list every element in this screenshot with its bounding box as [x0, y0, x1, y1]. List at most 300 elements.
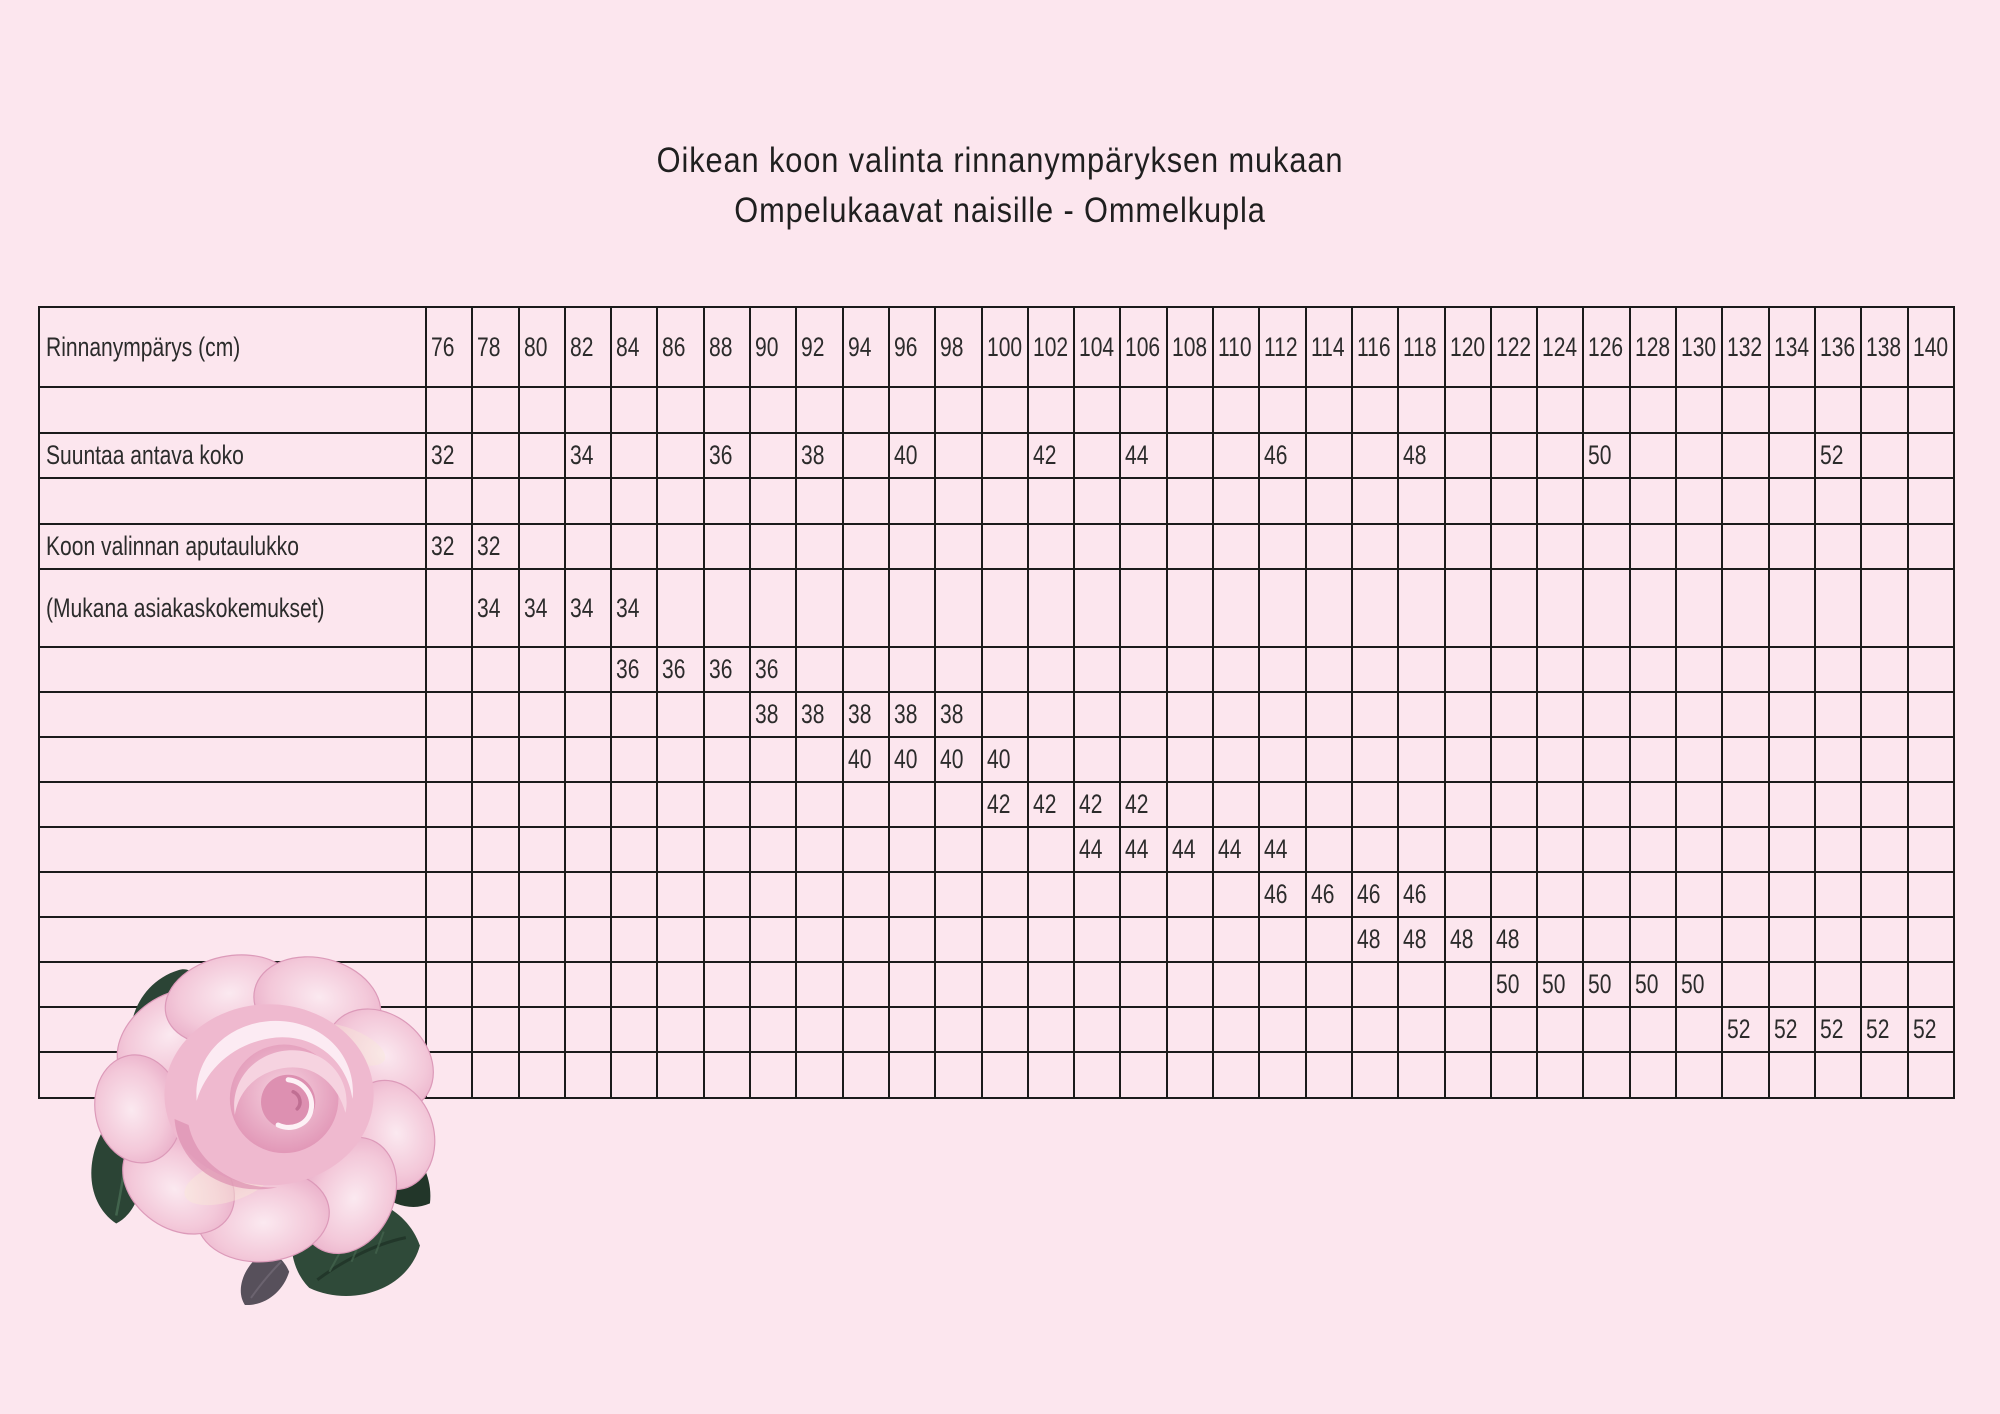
cell	[843, 433, 889, 478]
cell	[796, 782, 842, 827]
cell	[935, 524, 981, 569]
cell	[1491, 387, 1537, 433]
cell	[889, 478, 935, 524]
cell	[796, 307, 842, 387]
cell	[796, 647, 842, 692]
cell	[1259, 692, 1305, 737]
cell	[426, 827, 472, 872]
cell	[1537, 524, 1583, 569]
cell	[1259, 782, 1305, 827]
cell	[1769, 917, 1815, 962]
bust-value: 92	[801, 331, 825, 362]
bust-value: 116	[1356, 331, 1391, 362]
cell	[472, 782, 518, 827]
aid-note-row	[39, 569, 1954, 647]
cell	[1398, 387, 1444, 433]
cell	[1491, 737, 1537, 782]
cell	[796, 478, 842, 524]
cell	[889, 647, 935, 692]
spacer-row-1	[39, 387, 1954, 433]
cell	[1259, 569, 1305, 647]
cell	[1769, 524, 1815, 569]
cell	[1352, 433, 1398, 478]
cell	[1352, 524, 1398, 569]
cell	[519, 782, 565, 827]
cell	[1722, 387, 1768, 433]
cell	[1445, 872, 1491, 917]
cell	[750, 827, 796, 872]
cell	[1630, 387, 1676, 433]
bust-value: 86	[662, 331, 686, 362]
cell	[1120, 478, 1166, 524]
cell	[750, 478, 796, 524]
cell	[472, 524, 518, 569]
cell	[1815, 962, 1861, 1007]
cell	[1861, 872, 1907, 917]
cell	[611, 692, 657, 737]
cell	[1908, 1007, 1954, 1052]
spacer-row-2-label	[39, 478, 426, 524]
cell	[565, 1007, 611, 1052]
cell-value: 38	[801, 440, 825, 470]
cell	[1583, 1052, 1629, 1098]
cell	[704, 307, 750, 387]
cell	[750, 569, 796, 647]
page-subtitle: Ompelukaavat naisille - Ommelkupla	[734, 191, 1266, 230]
cell	[1167, 737, 1213, 782]
cell	[1769, 872, 1815, 917]
cell	[1537, 387, 1583, 433]
cell	[1815, 478, 1861, 524]
cell	[1167, 1052, 1213, 1098]
cell	[1491, 307, 1537, 387]
cell	[1630, 782, 1676, 827]
cell-value: 44	[1079, 834, 1103, 864]
cell	[935, 872, 981, 917]
cell	[1815, 692, 1861, 737]
cell	[1491, 692, 1537, 737]
cell	[982, 1052, 1028, 1098]
cell	[657, 307, 703, 387]
spacer-row-1-label	[39, 387, 426, 433]
cell	[982, 433, 1028, 478]
row-label: (Mukana asiakaskokemukset)	[46, 592, 325, 623]
cell	[472, 872, 518, 917]
cell	[1861, 478, 1907, 524]
cell	[1815, 524, 1861, 569]
bust-value: 130	[1681, 331, 1717, 362]
cell	[1074, 478, 1120, 524]
cell	[1769, 387, 1815, 433]
cell	[426, 433, 472, 478]
cell	[519, 827, 565, 872]
cell	[1583, 307, 1629, 387]
cell	[565, 647, 611, 692]
cell	[750, 387, 796, 433]
cell	[1676, 737, 1722, 782]
cell	[1306, 917, 1352, 962]
cell	[1259, 387, 1305, 433]
cell	[1167, 962, 1213, 1007]
size-46-row-label	[39, 872, 426, 917]
cell	[611, 872, 657, 917]
cell	[889, 962, 935, 1007]
cell	[704, 917, 750, 962]
cell	[1074, 569, 1120, 647]
cell-value: 42	[1032, 440, 1057, 470]
cell-value: 46	[1310, 879, 1335, 909]
cell	[519, 1007, 565, 1052]
cell	[1398, 692, 1444, 737]
cell	[1028, 433, 1074, 478]
cell	[1908, 782, 1954, 827]
bust-value: 134	[1773, 331, 1809, 362]
cell	[843, 872, 889, 917]
cell-value: 34	[477, 592, 501, 623]
cell	[1074, 692, 1120, 737]
cell-value: 50	[1681, 969, 1705, 999]
cell	[519, 647, 565, 692]
cell	[1583, 872, 1629, 917]
cell	[1908, 387, 1954, 433]
cell	[1352, 387, 1398, 433]
cell	[1398, 737, 1444, 782]
cell	[1167, 872, 1213, 917]
cell	[796, 737, 842, 782]
size-38-row	[39, 692, 1954, 737]
cell	[1213, 827, 1259, 872]
cell	[1769, 782, 1815, 827]
size-38-row-label	[39, 692, 426, 737]
cell	[843, 647, 889, 692]
cell	[1352, 917, 1398, 962]
cell	[1398, 962, 1444, 1007]
cell	[1491, 827, 1537, 872]
cell	[472, 478, 518, 524]
cell	[889, 569, 935, 647]
cell	[982, 569, 1028, 647]
cell	[982, 478, 1028, 524]
cell	[657, 692, 703, 737]
cell	[426, 872, 472, 917]
cell	[1259, 917, 1305, 962]
cell	[611, 524, 657, 569]
cell	[1120, 737, 1166, 782]
cell	[1537, 872, 1583, 917]
cell-value: 46	[1264, 879, 1288, 909]
cell	[1676, 827, 1722, 872]
cell	[796, 387, 842, 433]
cell	[1908, 692, 1954, 737]
cell-value: 46	[1264, 440, 1288, 470]
cell	[1815, 569, 1861, 647]
cell	[611, 782, 657, 827]
bust-value: 106	[1125, 331, 1161, 362]
cell	[1306, 569, 1352, 647]
cell-value: 48	[1403, 440, 1427, 470]
cell	[1028, 1052, 1074, 1098]
cell-value: 40	[893, 744, 918, 774]
cell	[982, 692, 1028, 737]
cell	[1213, 387, 1259, 433]
cell-value: 48	[1495, 924, 1520, 954]
cell	[611, 1007, 657, 1052]
cell	[1120, 827, 1166, 872]
cell-value: 32	[431, 440, 455, 470]
cell	[565, 478, 611, 524]
cell	[889, 1052, 935, 1098]
cell	[935, 647, 981, 692]
cell	[1676, 1052, 1722, 1098]
cell	[843, 1052, 889, 1098]
cell	[982, 737, 1028, 782]
cell	[426, 692, 472, 737]
cell	[657, 917, 703, 962]
cell	[1445, 827, 1491, 872]
bust-value: 76	[431, 331, 455, 362]
cell	[426, 307, 472, 387]
cell	[704, 827, 750, 872]
page-title: Oikean koon valinta rinnanympäryksen mukaan	[656, 141, 1344, 180]
cell	[519, 917, 565, 962]
cell	[750, 872, 796, 917]
cell-value: 42	[1079, 789, 1103, 819]
aid-note-row-label	[39, 569, 426, 647]
cell	[704, 692, 750, 737]
cell	[1028, 647, 1074, 692]
cell	[1445, 962, 1491, 1007]
cell	[611, 962, 657, 1007]
cell	[889, 827, 935, 872]
cell-value: 42	[986, 789, 1010, 819]
cell	[1306, 1007, 1352, 1052]
cell	[1630, 872, 1676, 917]
cell	[565, 827, 611, 872]
cell-value: 50	[1588, 969, 1612, 999]
cell	[1722, 692, 1768, 737]
bust-value: 136	[1819, 331, 1856, 362]
cell	[750, 524, 796, 569]
cell	[1630, 569, 1676, 647]
bust-value: 124	[1542, 331, 1578, 362]
cell	[1445, 1052, 1491, 1098]
cell	[565, 872, 611, 917]
cell	[519, 307, 565, 387]
cell	[935, 782, 981, 827]
cell	[519, 569, 565, 647]
cell	[657, 524, 703, 569]
cell-value: 44	[1171, 834, 1196, 864]
cell	[611, 478, 657, 524]
cell	[843, 827, 889, 872]
cell	[1722, 872, 1768, 917]
cell	[1259, 1007, 1305, 1052]
cell	[1120, 647, 1166, 692]
cell	[982, 387, 1028, 433]
cell	[1676, 478, 1722, 524]
cell-value: 32	[431, 531, 455, 561]
cell	[1537, 917, 1583, 962]
cell	[889, 782, 935, 827]
cell	[611, 1052, 657, 1098]
cell	[1445, 917, 1491, 962]
cell	[1630, 737, 1676, 782]
cell	[1583, 692, 1629, 737]
size-46-row	[39, 872, 1954, 917]
cell-value: 50	[1634, 969, 1659, 999]
cell	[1722, 1052, 1768, 1098]
cell	[1676, 307, 1722, 387]
cell	[657, 433, 703, 478]
cell	[519, 737, 565, 782]
cell	[426, 647, 472, 692]
cell	[1306, 737, 1352, 782]
cell	[1908, 478, 1954, 524]
cell	[935, 827, 981, 872]
cell	[519, 1052, 565, 1098]
cell-value: 36	[708, 654, 733, 684]
cell	[1908, 524, 1954, 569]
cell	[1352, 569, 1398, 647]
cell	[1630, 647, 1676, 692]
cell	[935, 387, 981, 433]
cell-value: 38	[847, 699, 872, 729]
cell	[1676, 692, 1722, 737]
cell	[843, 307, 889, 387]
cell	[1398, 569, 1444, 647]
cell	[1167, 387, 1213, 433]
cell	[935, 1007, 981, 1052]
cell	[1074, 647, 1120, 692]
cell	[1352, 307, 1398, 387]
cell-value: 40	[893, 440, 918, 470]
row-label: Rinnanympärys (cm)	[46, 331, 241, 362]
cell	[796, 569, 842, 647]
cell	[1167, 647, 1213, 692]
cell	[1352, 827, 1398, 872]
cell-value: 50	[1542, 969, 1566, 999]
cell	[1769, 647, 1815, 692]
cell	[1213, 692, 1259, 737]
cell	[426, 387, 472, 433]
cell	[1676, 647, 1722, 692]
cell	[1861, 569, 1907, 647]
cell	[1398, 478, 1444, 524]
cell	[1908, 1052, 1954, 1098]
cell	[472, 307, 518, 387]
cell	[796, 827, 842, 872]
bust-value: 110	[1218, 331, 1252, 362]
cell	[935, 478, 981, 524]
cell	[472, 1007, 518, 1052]
cell	[1537, 827, 1583, 872]
cell	[1815, 1007, 1861, 1052]
cell	[1398, 872, 1444, 917]
cell	[1491, 478, 1537, 524]
cell	[1074, 1007, 1120, 1052]
cell	[704, 1052, 750, 1098]
cell	[1074, 524, 1120, 569]
cell	[1491, 1052, 1537, 1098]
cell	[1445, 782, 1491, 827]
cell	[472, 433, 518, 478]
cell	[1028, 478, 1074, 524]
cell	[1120, 962, 1166, 1007]
cell	[1120, 433, 1166, 478]
cell	[1213, 647, 1259, 692]
cell	[1213, 307, 1259, 387]
cell	[750, 307, 796, 387]
cell	[1722, 1007, 1768, 1052]
cell	[1074, 433, 1120, 478]
cell	[1583, 917, 1629, 962]
cell	[1908, 433, 1954, 478]
cell	[1861, 782, 1907, 827]
cell	[1722, 524, 1768, 569]
cell	[1722, 827, 1768, 872]
cell	[704, 524, 750, 569]
cell	[1815, 872, 1861, 917]
bust-value: 82	[569, 331, 594, 362]
cell	[1074, 307, 1120, 387]
cell	[611, 827, 657, 872]
cell	[796, 692, 842, 737]
cell-value: 48	[1356, 924, 1381, 954]
cell	[1676, 962, 1722, 1007]
cell-value: 40	[986, 744, 1010, 774]
cell	[982, 524, 1028, 569]
cell	[1861, 1007, 1907, 1052]
cell	[1908, 917, 1954, 962]
cell	[1213, 433, 1259, 478]
cell-value: 44	[1125, 440, 1149, 470]
cell	[1908, 307, 1954, 387]
cell	[1398, 827, 1444, 872]
cell	[1213, 917, 1259, 962]
spacer-row-2	[39, 478, 1954, 524]
cell	[982, 872, 1028, 917]
size-44-row	[39, 827, 1954, 872]
cell	[1167, 524, 1213, 569]
cell-value: 34	[523, 592, 548, 623]
cell	[1630, 1052, 1676, 1098]
cell	[1537, 782, 1583, 827]
cell	[1398, 1052, 1444, 1098]
cell	[1537, 1007, 1583, 1052]
cell	[1583, 524, 1629, 569]
cell-value: 44	[1125, 834, 1149, 864]
cell	[796, 872, 842, 917]
cell	[426, 782, 472, 827]
cell	[1445, 569, 1491, 647]
cell	[1120, 1007, 1166, 1052]
cell	[1537, 478, 1583, 524]
cell	[1028, 962, 1074, 1007]
cell	[472, 647, 518, 692]
cell	[935, 692, 981, 737]
cell	[657, 737, 703, 782]
cell	[1306, 387, 1352, 433]
cell	[1537, 569, 1583, 647]
cell	[935, 1052, 981, 1098]
cell	[1213, 524, 1259, 569]
cell	[1028, 307, 1074, 387]
cell	[843, 782, 889, 827]
bust-value: 90	[755, 331, 779, 362]
bust-value: 126	[1588, 331, 1624, 362]
cell	[704, 569, 750, 647]
cell	[1583, 737, 1629, 782]
